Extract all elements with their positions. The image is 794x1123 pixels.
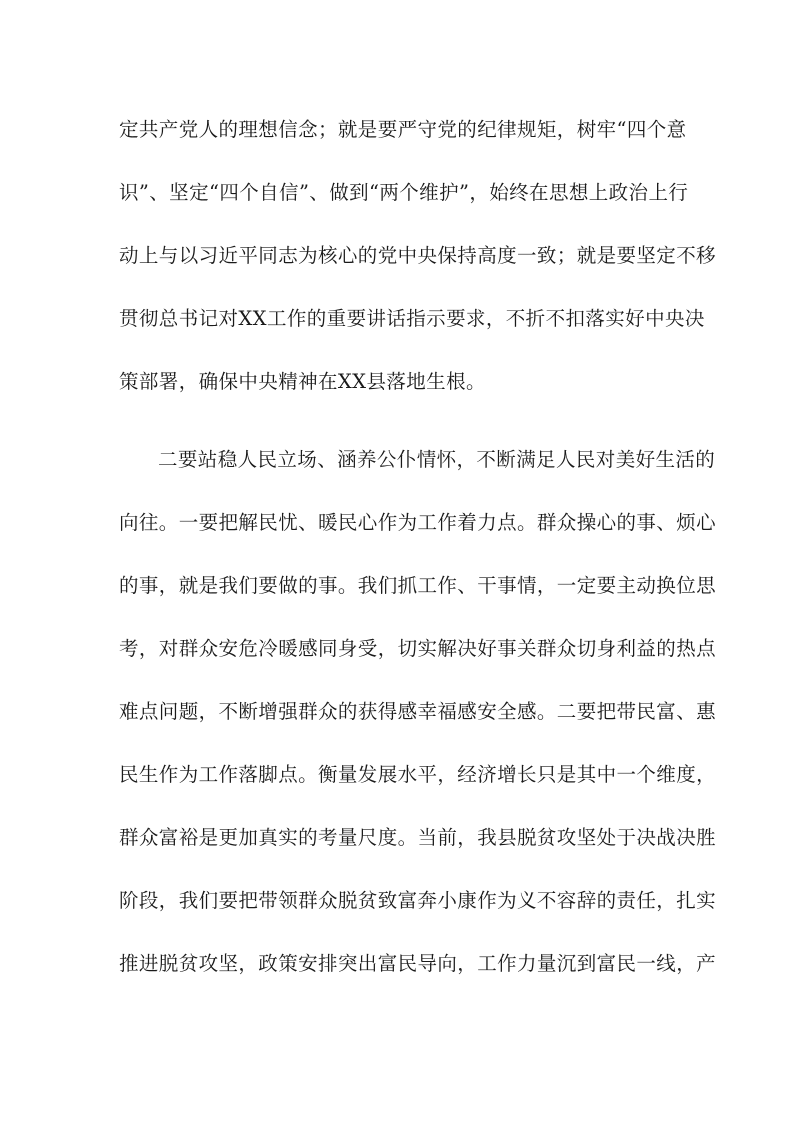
text-line: 难点问题，不断增强群众的获得感幸福感安全感。二要把带民富、惠 <box>119 700 717 723</box>
text-line: 民生作为工作落脚点。衡量发展水平，经济增长只是其中一个维度， <box>119 763 717 786</box>
text-line: 群众富裕是更加真实的考量尺度。当前，我县脱贫攻坚处于决战决胜 <box>119 826 717 849</box>
text-line: 识”、坚定“四个自信”、做到“两个维护”，始终在思想上政治上行 <box>119 181 689 204</box>
text-line: 推进脱贫攻坚，政策安排突出富民导向，工作力量沉到富民一线，产 <box>119 952 717 975</box>
text-line: 阶段，我们要把带领群众脱贫致富奔小康作为义不容辞的责任，扎实 <box>119 889 717 912</box>
text-line: 考，对群众安危冷暖感同身受，切实解决好事关群众切身利益的热点 <box>119 637 717 660</box>
text-line: 向往。一要把解民忧、暖民心作为工作着力点。群众操心的事、烦心 <box>119 511 717 534</box>
text-line: 的事，就是我们要做的事。我们抓工作、干事情，一定要主动换位思 <box>119 574 717 597</box>
text-line: 二要站稳人民立场、涵养公仆情怀，不断满足人民对美好生活的 <box>158 448 716 471</box>
text-line: 动上与以习近平同志为核心的党中央保持高度一致；就是要坚定不移 <box>119 244 717 267</box>
text-line: 定共产党人的理想信念；就是要严守党的纪律规矩，树牢“四个意 <box>119 118 687 141</box>
text-line: 贯彻总书记对XX工作的重要讲话指示要求，不折不扣落实好中央决 <box>119 307 705 330</box>
text-line: 策部署，确保中央精神在XX县落地生根。 <box>119 370 486 393</box>
